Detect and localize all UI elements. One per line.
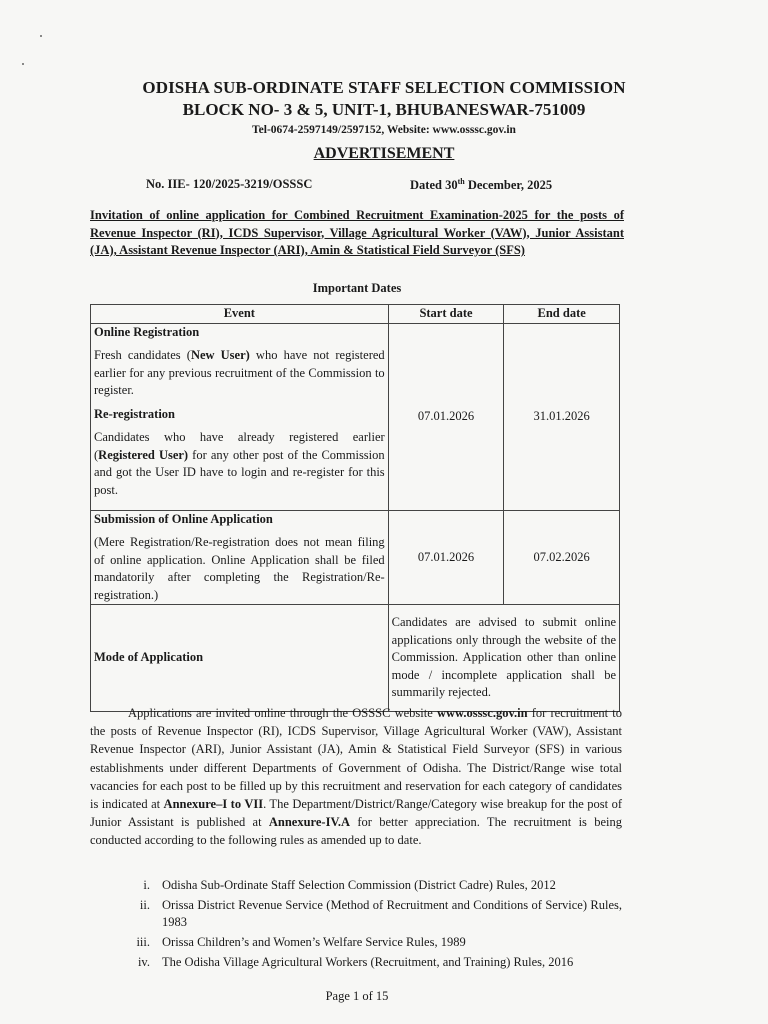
- org-name: ODISHA SUB-ORDINATE STAFF SELECTION COMMISSION: [142, 78, 626, 97]
- rule-number: i.: [143, 878, 150, 892]
- scan-speck: [40, 35, 42, 37]
- rule-text: Orissa Children’s and Women’s Welfare Service Rules, 1989: [162, 935, 466, 949]
- annexure-ref: Annexure–I to VII: [163, 797, 264, 812]
- advert-number: No. IIE- 120/2025-3219/OSSSC: [146, 177, 313, 191]
- reregistration-title: Re-registration: [94, 406, 175, 421]
- mode-text: Candidates are advised to submit online applications only through the website of the Commission. Application other than online mode / incomplete application shall be summarily rejected.: [388, 605, 619, 712]
- rule-text: Orissa District Revenue Service (Method of Recruitment and Conditions of Service) Rules, 1983: [162, 898, 622, 929]
- advertisement-heading: ADVERTISEMENT: [313, 145, 455, 162]
- date-suffix: December, 2025: [464, 178, 553, 193]
- submission-cell: [91, 510, 389, 605]
- intro-paragraph: [90, 704, 622, 850]
- submission-start-date: 07.01.2026: [388, 510, 504, 605]
- rereg-pre: Candidates who have already registered earlier (: [94, 430, 385, 462]
- annexure-iva-ref: Annexure-IV.A: [268, 815, 351, 830]
- p1-b: for recruitment to the posts of Revenue Inspector (RI), ICDS Supervisor, Village Agricultural Worker (VAW), Assistant Revenue Inspector (ARI), Junior Assistant (JA), Amin & Statistical Field Surveyor (SFS) in various establishments under different Departments of Government of Odisha. The District/Range wise total vacancies for each post to be filled up by this recruitment and reservation for each category of candidates is indicated at: [90, 706, 622, 812]
- table-header-row: [91, 305, 620, 324]
- table-row: [91, 323, 620, 510]
- list-item: [90, 934, 622, 951]
- org-address: BLOCK NO- 3 & 5, UNIT-1, BHUBANESWAR-751009: [182, 100, 586, 119]
- header-event: Event: [91, 305, 389, 324]
- submission-end-date: 07.02.2026: [504, 510, 620, 605]
- rereg-post: for any other post of the Commission and got the User ID have to login and re-register for this post.: [94, 447, 385, 497]
- important-dates-title: Important Dates: [312, 281, 402, 295]
- submission-text: (Mere Registration/Re-registration does not mean filing of online application. Online Application shall be filed mandatorily after completing the Registration/Re-registration.): [94, 535, 385, 602]
- org-contact: Tel-0674-2597149/2597152, Website: www.osssc.gov.in: [252, 124, 516, 136]
- list-item: [90, 897, 622, 931]
- subject-line: Invitation of online application for Combined Recruitment Examination-2025 for the posts of Revenue Inspector (RI), ICDS Supervisor, Village Agricultural Worker (VAW), Junior Assistant (JA), Assistant Revenue Inspector (ARI), Amin & Statistical Field Surveyor (SFS): [90, 208, 624, 257]
- registration-start-date: 07.01.2026: [388, 323, 504, 510]
- rule-text: The Odisha Village Agricultural Workers (Recruitment, and Training) Rules, 2016: [162, 955, 574, 969]
- date-prefix: Dated 30: [410, 178, 458, 193]
- page-number: Page 1 of 15: [325, 989, 389, 1003]
- header-end-date: End date: [504, 305, 620, 324]
- p1-d: for better appreciation. The recruitment is being conducted according to the following rules as amended up to date.: [90, 815, 622, 848]
- date-sup: th: [457, 177, 465, 186]
- reregistration-text: [94, 429, 385, 499]
- mode-title: Mode of Application: [91, 605, 389, 712]
- rules-list: [90, 877, 622, 974]
- scan-speck: [22, 63, 24, 65]
- table-row: [91, 605, 620, 712]
- list-item: [90, 954, 622, 971]
- important-dates-table: [90, 304, 620, 712]
- p1-a: Applications are invited online through the OSSSC website: [128, 706, 437, 720]
- registration-end-date: 31.01.2026: [504, 323, 620, 510]
- registration-cell: [91, 323, 389, 510]
- header-start-date: Start date: [388, 305, 504, 324]
- list-item: [90, 877, 622, 894]
- submission-title: Submission of Online Application: [94, 511, 273, 526]
- fresh-post: who have not registered earlier for any previous recruitment of the Commission to register.: [94, 348, 385, 397]
- osssc-website-link[interactable]: www.osssc.gov.in: [436, 706, 528, 720]
- rereg-bold: Registered User): [98, 447, 189, 462]
- table-row: [91, 510, 620, 605]
- fresh-candidates-text: [94, 347, 385, 400]
- registration-title: Online Registration: [94, 324, 200, 339]
- rule-number: iii.: [136, 935, 150, 949]
- rule-number: ii.: [139, 898, 150, 912]
- p1-c: . The Department/District/Range/Category wise breakup for the post of Junior Assistant is published at: [90, 797, 623, 830]
- rule-text: Odisha Sub-Ordinate Staff Selection Commission (District Cadre) Rules, 2012: [162, 878, 556, 892]
- advert-date: [410, 177, 552, 193]
- fresh-bold: New User): [190, 348, 250, 362]
- rule-number: iv.: [137, 955, 150, 969]
- fresh-pre: Fresh candidates (: [94, 348, 191, 362]
